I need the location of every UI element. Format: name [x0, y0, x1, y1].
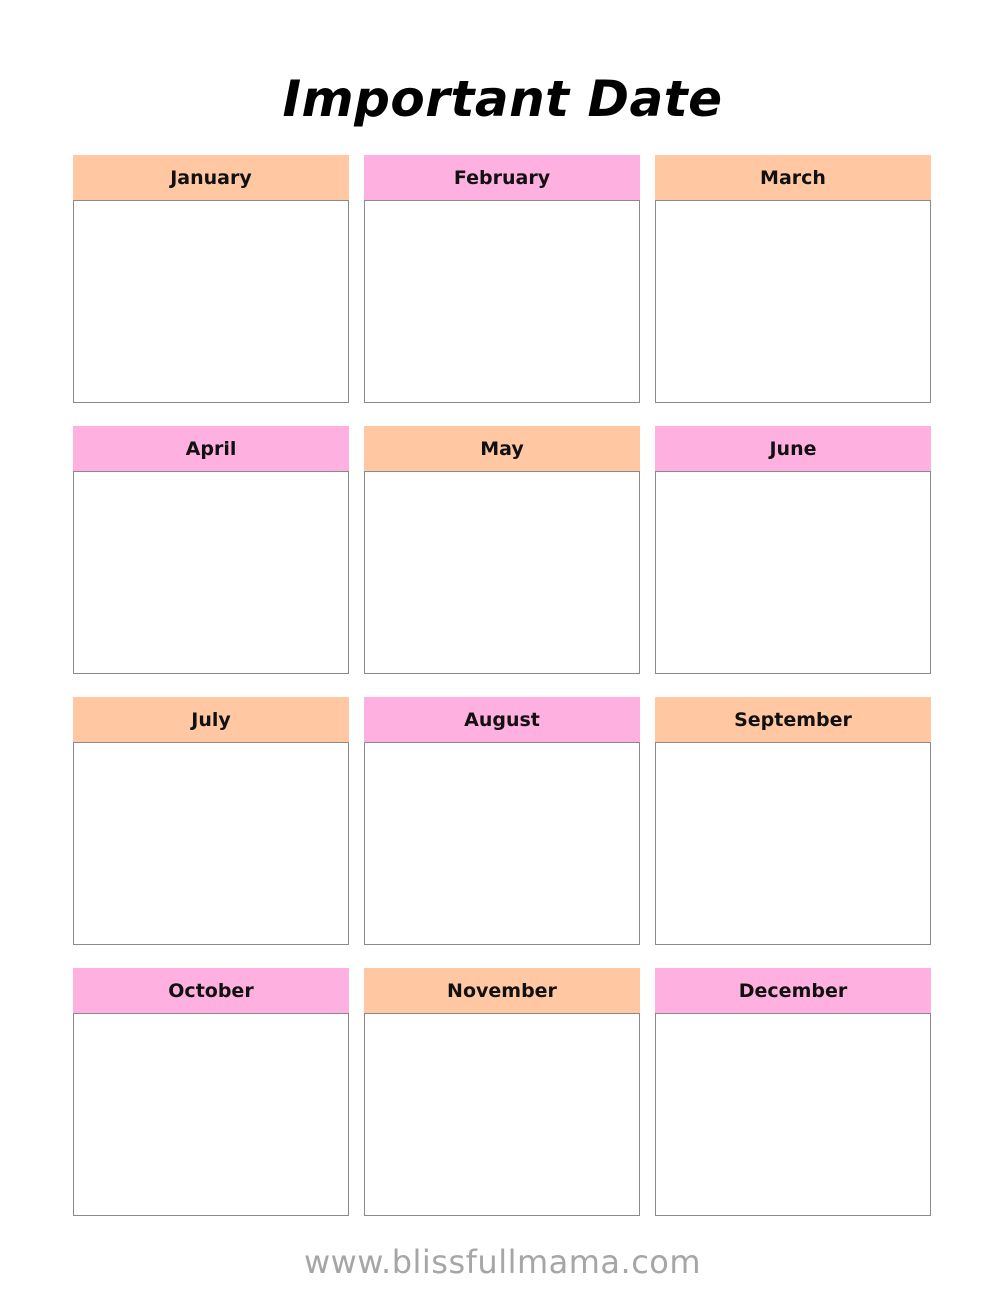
month-header-december: December: [655, 968, 931, 1013]
month-card-november: [364, 968, 640, 1216]
month-card-july: [73, 697, 349, 945]
month-header-january: January: [73, 155, 349, 200]
month-card-october: [73, 968, 349, 1216]
page-title: Important Date: [282, 70, 723, 128]
month-notes-november[interactable]: [364, 1013, 640, 1216]
month-card-june: [655, 426, 931, 674]
month-header-february: February: [364, 155, 640, 200]
month-header-november: November: [364, 968, 640, 1013]
month-notes-january[interactable]: [73, 200, 349, 403]
month-grid: [73, 155, 931, 1216]
month-header-may: May: [364, 426, 640, 471]
month-notes-june[interactable]: [655, 471, 931, 674]
month-notes-december[interactable]: [655, 1013, 931, 1216]
month-header-june: June: [655, 426, 931, 471]
month-card-may: [364, 426, 640, 674]
month-header-september: September: [655, 697, 931, 742]
month-card-february: [364, 155, 640, 403]
month-notes-april[interactable]: [73, 471, 349, 674]
month-card-january: [73, 155, 349, 403]
month-notes-september[interactable]: [655, 742, 931, 945]
month-notes-march[interactable]: [655, 200, 931, 403]
website-footer: www.blissfullmama.com: [303, 1243, 702, 1281]
month-notes-may[interactable]: [364, 471, 640, 674]
month-header-july: July: [73, 697, 349, 742]
month-header-april: April: [73, 426, 349, 471]
month-header-march: March: [655, 155, 931, 200]
month-card-april: [73, 426, 349, 674]
month-card-september: [655, 697, 931, 945]
month-notes-october[interactable]: [73, 1013, 349, 1216]
month-header-october: October: [73, 968, 349, 1013]
month-card-march: [655, 155, 931, 403]
month-card-august: [364, 697, 640, 945]
month-header-august: August: [364, 697, 640, 742]
month-notes-february[interactable]: [364, 200, 640, 403]
month-notes-july[interactable]: [73, 742, 349, 945]
month-card-december: [655, 968, 931, 1216]
month-notes-august[interactable]: [364, 742, 640, 945]
